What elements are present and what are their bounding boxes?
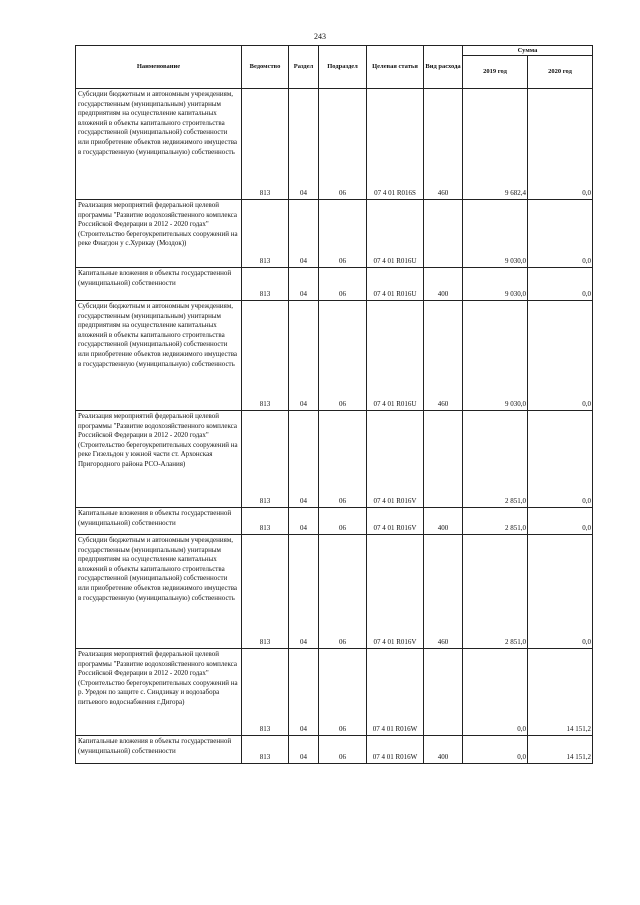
cell-section: 04 [289,268,319,301]
cell-exp-type [424,411,463,508]
cell-dept: 813 [242,535,289,649]
cell-exp-type: 400 [424,508,463,535]
cell-subsection: 06 [319,200,367,268]
budget-table [75,45,593,764]
cell-name: Капитальные вложения в объекты государственной (муниципальной) собственности [76,508,242,535]
cell-name: Капитальные вложения в объекты государственной (муниципальной) собственности [76,736,242,764]
cell-2020: 0,0 [528,508,593,535]
cell-2019: 2 851,0 [463,508,528,535]
cell-2020: 0,0 [528,89,593,200]
cell-section: 04 [289,736,319,764]
cell-2020: 0,0 [528,301,593,411]
cell-2019: 9 030,0 [463,301,528,411]
cell-target: 07 4 01 R016V [367,508,424,535]
cell-subsection: 06 [319,268,367,301]
cell-target: 07 4 01 R016U [367,301,424,411]
header-sum: Сумма [463,46,593,56]
page-number: 243 [314,32,326,41]
cell-name: Субсидии бюджетным и автономным учреждениям, государственным (муниципальным) унитарным предприятиям на осуществление капитальных вложений в объекты капитального строительства государственной (муниципальной) собственности или приобретение объектов недвижимого имущества в государственную (муниципальную) собственность [76,89,242,200]
header-target: Целевая статья [367,46,424,89]
cell-dept: 813 [242,649,289,736]
header-section: Раздел [289,46,319,89]
cell-2020: 0,0 [528,268,593,301]
cell-exp-type [424,200,463,268]
cell-exp-type: 400 [424,268,463,301]
cell-section: 04 [289,649,319,736]
cell-dept: 813 [242,268,289,301]
header-exp-type: Вид расхода [424,46,463,89]
cell-dept: 813 [242,736,289,764]
cell-2019: 9 030,0 [463,200,528,268]
header-dept: Ведомство [242,46,289,89]
table-row [76,268,593,301]
cell-name: Субсидии бюджетным и автономным учреждениям, государственным (муниципальным) унитарным предприятиям на осуществление капитальных вложений в объекты капитального строительства государственной (муниципальной) собственности или приобретение объектов недвижимого имущества в государственную (муниципальную) собственность [76,301,242,411]
table-row [76,736,593,764]
cell-subsection: 06 [319,535,367,649]
cell-target: 07 4 01 R016U [367,268,424,301]
header-subsection: Подраздел [319,46,367,89]
cell-section: 04 [289,89,319,200]
cell-dept: 813 [242,89,289,200]
cell-target: 07 4 01 R016W [367,649,424,736]
cell-2019: 9 030,0 [463,268,528,301]
cell-name: Субсидии бюджетным и автономным учреждениям, государственным (муниципальным) унитарным предприятиям на осуществление капитальных вложений в объекты капитального строительства государственной (муниципальной) собственности или приобретение объектов недвижимого имущества в государственную (муниципальную) собственность [76,535,242,649]
table-row [76,535,593,649]
cell-section: 04 [289,535,319,649]
cell-exp-type [424,649,463,736]
cell-2019: 9 682,4 [463,89,528,200]
cell-exp-type: 460 [424,535,463,649]
cell-subsection: 06 [319,649,367,736]
table-row [76,301,593,411]
cell-name: Реализация мероприятий федеральной целевой программы "Развитие водохозяйственного комплекса Российской Федерации в 2012 - 2020 годах" (Строительство берегоукрепительных сооружений на реке Фиагдон у с.Хурикау (Моздок)) [76,200,242,268]
cell-exp-type: 400 [424,736,463,764]
cell-2020: 0,0 [528,535,593,649]
cell-section: 04 [289,301,319,411]
cell-section: 04 [289,200,319,268]
table-row [76,200,593,268]
cell-subsection: 06 [319,411,367,508]
cell-2020: 14 151,2 [528,649,593,736]
cell-dept: 813 [242,301,289,411]
cell-exp-type: 460 [424,301,463,411]
cell-2020: 14 151,2 [528,736,593,764]
cell-name: Капитальные вложения в объекты государственной (муниципальной) собственности [76,268,242,301]
cell-subsection: 06 [319,89,367,200]
cell-2020: 0,0 [528,200,593,268]
cell-subsection: 06 [319,508,367,535]
cell-subsection: 06 [319,301,367,411]
cell-exp-type: 460 [424,89,463,200]
cell-name: Реализация мероприятий федеральной целевой программы "Развитие водохозяйственного комплекса Российской Федерации в 2012 - 2020 годах" (Строительство берегоукрепительных сооружений на р. Уредон по защите с. Синдзикау и водозабора питьевого водоснабжения г.Дигора) [76,649,242,736]
header-year-2020: 2020 год [528,56,593,89]
cell-target: 07 4 01 R016V [367,535,424,649]
cell-dept: 813 [242,200,289,268]
cell-target: 07 4 01 R016U [367,200,424,268]
cell-2020: 0,0 [528,411,593,508]
table-row [76,649,593,736]
header-name: Наименование [76,46,242,89]
cell-target: 07 4 01 R016W [367,736,424,764]
cell-section: 04 [289,411,319,508]
cell-2019: 2 851,0 [463,535,528,649]
cell-subsection: 06 [319,736,367,764]
table-row [76,508,593,535]
table-header [76,46,593,89]
cell-2019: 2 851,0 [463,411,528,508]
table-row [76,89,593,200]
cell-2019: 0,0 [463,649,528,736]
header-year-2019: 2019 год [463,56,528,89]
cell-2019: 0,0 [463,736,528,764]
cell-target: 07 4 01 R016V [367,411,424,508]
cell-name: Реализация мероприятий федеральной целевой программы "Развитие водохозяйственного комплекса Российской Федерации в 2012 - 2020 годах" (Строительство берегоукрепительных сооружений на реке Гизельдон у южной части ст. Архонская Пригородного района РСО-Алания) [76,411,242,508]
cell-dept: 813 [242,508,289,535]
cell-section: 04 [289,508,319,535]
cell-target: 07 4 01 R016S [367,89,424,200]
table-row [76,411,593,508]
table-body [76,89,593,764]
cell-dept: 813 [242,411,289,508]
